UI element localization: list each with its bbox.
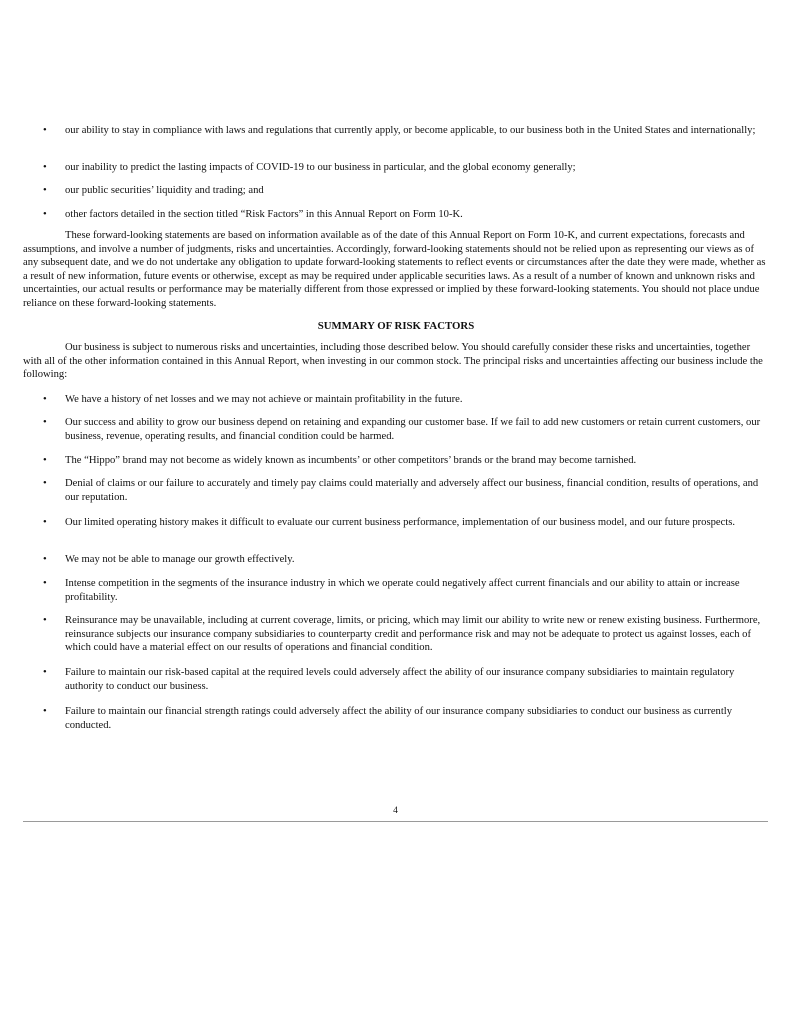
footer-divider [23,821,768,822]
list-item-text: our public securities’ liquidity and trading; and [65,185,264,196]
bullet-icon: • [43,394,47,405]
forward-looking-paragraph: These forward-looking statements are based on information available as of the date of this Annual Report on Form 10-K, and current expectations, forecasts and assumptions, and involve a number of judgments, risks and uncertainties. Accordingly, forward-looking statements should not be relied upon as representing our views as of any subsequent date, and we do not undertake any obligation to update forward-looking statements to reflect events or circumstances after the date they were made, whether as a result of new information, future events or otherwise, except as may be required under applicable securities laws. As a result of a number of known and unknown risks and uncertainties, our actual results or performance may be materially different from those expressed or implied by these forward-looking statements. You should not place undue reliance on these forward-looking statements. [23,230,766,309]
bullet-icon: • [43,554,47,565]
bullet-icon: • [43,125,47,136]
list-item-text: our ability to stay in compliance with laws and regulations that currently apply, or become applicable, to our business both in the United States and internationally; [65,125,756,136]
bullet-icon: • [43,162,47,173]
list-item-text: our inability to predict the lasting impacts of COVID-19 to our business in particular, and the global economy generally; [65,162,576,173]
bullet-icon: • [43,517,47,528]
bullet-icon: • [43,209,47,220]
list-item-text: We may not be able to manage our growth effectively. [65,554,295,565]
summary-intro-paragraph: Our business is subject to numerous risks and uncertainties, including those described below. You should carefully consider these risks and uncertainties, together with all of the other information contained in this Annual Report, when investing in our common stock. The principal risks and uncertainties affecting our business include the following: [23,342,763,380]
list-item-text: Our limited operating history makes it difficult to evaluate our current business performance, implementation of our business model, and our future prospects. [65,517,735,528]
bullet-icon: • [43,478,47,489]
list-item-text: Reinsurance may be unavailable, including at current coverage, limits, or pricing, which may limit our ability to write new or renew existing business. Furthermore, reinsurance subjects our insurance company subsidiaries to counterparty credit and performance risk and may not be adequate to protect us against losses, each of which could have a material effect on our results of operations and financial condition. [65,615,761,653]
list-item-text: Intense competition in the segments of the insurance industry in which we operate could negatively affect current financials and our ability to attain or increase profitability. [65,578,740,603]
bullet-icon: • [43,185,47,196]
list-item-text: We have a history of net losses and we may not achieve or maintain profitability in the future. [65,394,463,405]
list-item-text: Failure to maintain our risk-based capital at the required levels could adversely affect the ability of our insurance company subsidiaries to maintain regulatory authority to conduct our business. [65,667,735,692]
bullet-icon: • [43,578,47,589]
list-item-text: Our success and ability to grow our business depend on retaining and expanding our customer base. If we fail to add new customers or retain current customers, our business, revenue, operating results, and financial condition could be harmed. [65,417,761,442]
page-number: 4 [393,806,398,816]
list-item-text: other factors detailed in the section titled “Risk Factors” in this Annual Report on Form 10-K. [65,209,463,220]
summary-heading: SUMMARY OF RISK FACTORS [317,320,475,332]
bullet-icon: • [43,706,47,717]
list-item-text: The “Hippo” brand may not become as widely known as incumbents’ or other competitors’ brands or the brand may become tarnished. [65,455,637,466]
bullet-icon: • [43,455,47,466]
bullet-icon: • [43,417,47,428]
list-item-text: Denial of claims or our failure to accurately and timely pay claims could materially and adversely affect our business, financial condition, results of operations, and our reputation. [65,478,759,503]
bullet-icon: • [43,667,47,678]
list-item-text: Failure to maintain our financial strength ratings could adversely affect the ability of our insurance company subsidiaries to conduct our business as currently conducted. [65,706,733,731]
bullet-icon: • [43,615,47,626]
